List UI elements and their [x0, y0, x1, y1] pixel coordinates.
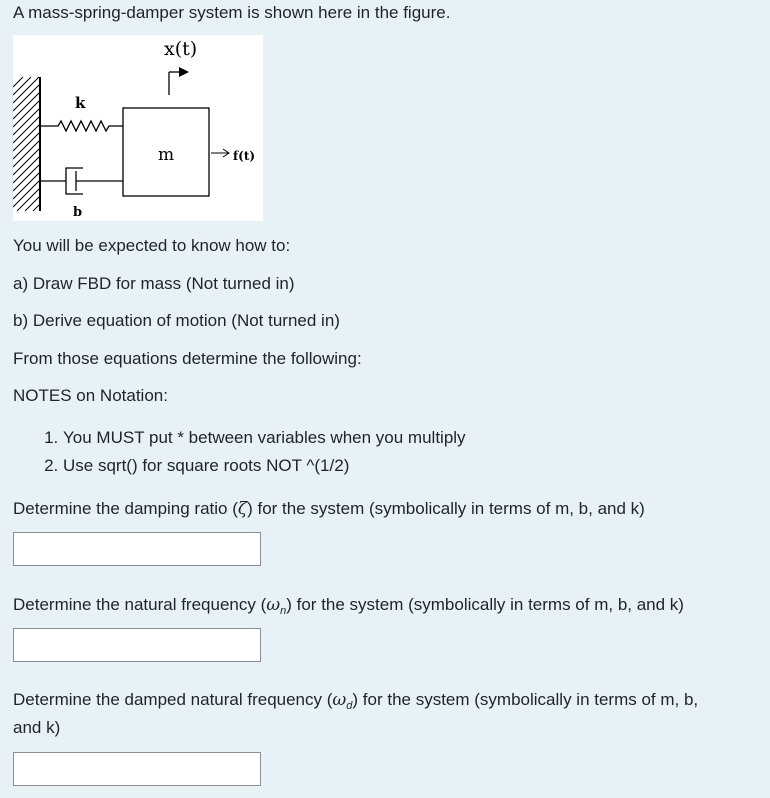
determine-text: From those equations determine the following:: [13, 349, 362, 368]
b-label: b: [73, 205, 83, 220]
note-item: 1. You MUST put * between variables when you multiply: [63, 424, 466, 452]
question-damped-frequency: Determine the damped natural frequency $(\omega_d)$ for the system (symbolically in terms of m, b,: [13, 690, 699, 712]
question-natural-frequency: Determine the natural frequency $(\omega_n)$ for the system (symbolically in terms of m, b, and k): [13, 595, 684, 617]
task-b: b) Derive equation of motion (Not turned in): [13, 311, 340, 330]
zeta-symbol: ζ: [237, 499, 248, 519]
spring: [40, 121, 123, 131]
x-label: x(t): [164, 38, 198, 60]
intro-text: A mass-spring-damper system is shown here in the figure.: [13, 3, 451, 22]
f-label: f(t): [233, 149, 256, 163]
notes-heading: NOTES on Notation:: [13, 386, 168, 405]
wall: [13, 77, 40, 211]
system-diagram: [13, 35, 263, 221]
damper: [40, 168, 123, 194]
omega-d-symbol: ω: [332, 690, 347, 710]
displacement-arrow-icon: [169, 67, 189, 95]
damping-ratio-input[interactable]: [13, 532, 261, 566]
mass-spring-damper-figure: [13, 35, 263, 221]
k-label: k: [75, 94, 86, 112]
notes-list: [45, 424, 466, 480]
expect-text: You will be expected to know how to:: [13, 236, 291, 255]
damped-frequency-input[interactable]: [13, 752, 261, 786]
force-arrow-icon: [211, 149, 229, 157]
task-a: a) Draw FBD for mass (Not turned in): [13, 274, 295, 293]
question-damped-frequency-line2: and k): [13, 718, 61, 737]
m-label: m: [158, 145, 175, 165]
note-item: 2. Use sqrt() for square roots NOT ^(1/2): [63, 452, 466, 480]
omega-n-symbol: ω: [266, 595, 281, 615]
natural-frequency-input[interactable]: [13, 628, 261, 662]
question-damping-ratio: Determine the damping ratio (ζ) for the system (symbolically in terms of m, b, and k): [13, 499, 645, 519]
